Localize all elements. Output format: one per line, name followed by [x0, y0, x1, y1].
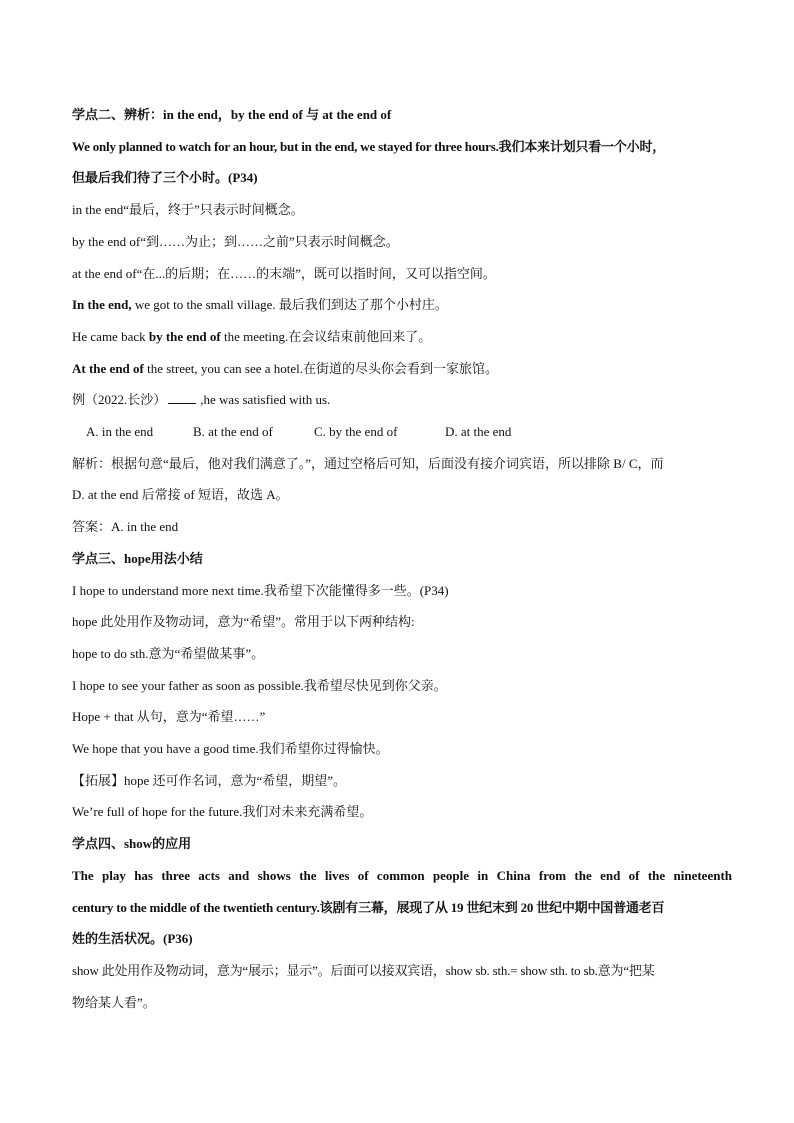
example-3-text: the street, you can see a hotel.在街道的尽头你会看到一家旅馆。 [143, 360, 499, 376]
section-2-definition-in-the-end: in the end“最后，终于”只表示时间概念。 [72, 202, 304, 218]
option-c: C. by the end of [314, 424, 398, 440]
section-2-example-2 [72, 321, 732, 353]
section-2-question [72, 384, 732, 416]
example-2-text: the meeting.在会议结束前他回来了。 [220, 328, 432, 344]
option-d: D. at the end [445, 424, 512, 440]
section-2-example-line-1 [72, 131, 732, 163]
question-prefix: 例（2022.长沙） [72, 392, 167, 408]
section-2-analysis-1: 解析：根据句意“最后，他对我们满意了。”，通过空格后可知，后面没有接介词宾语，所以排除 B/ C，而 [72, 455, 664, 471]
section-2-definition-at-the-end-of: at the end of“在...的后期；在……的末端”，既可以指时间，又可以指空间。 [72, 265, 496, 281]
section-2-analysis-2: D. at the end 后常接 of 短语，故选 A。 [72, 487, 289, 503]
section-3-line-2: hope 此处用作及物动词，意为“希望”。常用于以下两种结构: [72, 614, 415, 630]
section-2-example-1 [72, 289, 732, 321]
section-4-bold-line-1: The play has three acts and shows the lives of common people in China from the end of the nineteenth [72, 867, 732, 883]
section-3-line-6: We hope that you have a good time.我们希望你过得愉快。 [72, 741, 389, 757]
section-3-line-3: hope to do sth.意为“希望做某事”。 [72, 645, 265, 661]
section-4-heading: 学点四、show的应用 [72, 836, 192, 852]
section-4-line-2: 物给某人看”。 [72, 994, 156, 1010]
section-4-bold-line-3: 姓的生活状况。(P36) [72, 931, 193, 947]
section-3-line-7: 【拓展】hope 还可作名词，意为“希望，期望”。 [72, 772, 347, 788]
section-2-example-cn-1: 我们本来计划只看一个小时， [498, 138, 666, 154]
section-3-line-8: We’re full of hope for the future.我们对未来充满希望。 [72, 804, 373, 820]
section-3-heading: 学点三、hope用法小结 [72, 550, 203, 566]
section-3-line-5: Hope + that 从句，意为“希望……” [72, 709, 266, 725]
option-b: B. at the end of [193, 424, 273, 440]
example-3-phrase: At the end of [72, 360, 144, 376]
example-1-phrase: In the end, [72, 297, 132, 313]
section-2-answer: 答案：A. in the end [72, 519, 179, 535]
section-4-line-1: show 此处用作及物动词，意为“展示；显示”。后面可以接双宾语，show sb. sth.= show sth. to sb.意为“把某 [72, 962, 655, 978]
question-suffix: ,he was satisfied with us. [200, 392, 331, 408]
example-1-text: we got to the small village. 最后我们到达了那个小村庄。 [131, 297, 448, 313]
section-2-example-en: We only planned to watch for an hour, but in the end, we stayed for three hours. [72, 138, 499, 154]
section-3-line-4: I hope to see your father as soon as possible.我希望尽快见到你父亲。 [72, 677, 447, 693]
section-2-heading: 学点二、辨析：in the end，by the end of 与 at the end of [72, 107, 392, 122]
section-4-bold-line-2: century to the middle of the twentieth century.该剧有三幕，展现了从 19 世纪末到 20 世纪中期中国普通老百 [72, 899, 665, 915]
option-a: A. in the end [86, 424, 154, 440]
example-2-phrase: by the end of [148, 328, 221, 344]
question-options [72, 416, 732, 448]
document-content [72, 99, 732, 1018]
section-2-example-3 [72, 353, 732, 385]
answer-blank [168, 391, 196, 404]
section-2-definition-by-the-end-of: by the end of“到……为止；到……之前”只表示时间概念。 [72, 233, 399, 249]
section-3-line-1: I hope to understand more next time.我希望下次能懂得多一些。(P34) [72, 582, 449, 598]
section-2-example-line-2: 但最后我们待了三个小时。(P34) [72, 170, 258, 186]
example-2-start: He came back [72, 328, 149, 344]
